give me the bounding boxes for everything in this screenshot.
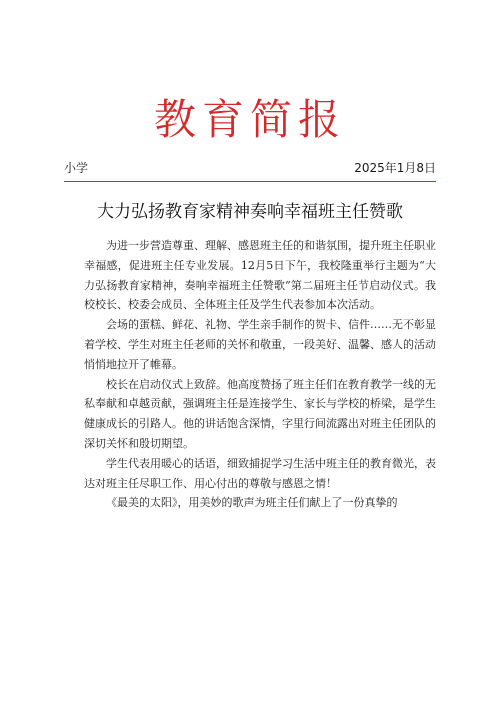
article-body [84, 236, 436, 513]
issue-date: 2025年1月8日 [354, 161, 436, 175]
article-title: 大力弘扬教育家精神奏响幸福班主任赞歌 [97, 202, 403, 222]
issuing-unit: 小学 [64, 161, 89, 175]
paragraph: 校长在启动仪式上致辞。他高度赞扬了班主任们在教育教学一线的无私奉献和卓越贡献，强调班主任是连接学生、家长与学校的桥梁，是学生健康成长的引路人。他的讲话饱含深情，字里行间流露出对班主任团队的深切关怀和殷切期望。 [84, 377, 436, 450]
paragraph: 为进一步营造尊重、理解、感恩班主任的和谐氛围，提升班主任职业幸福感，促进班主任专业发展。12月5日下午，我校隆重举行主题为“大力弘扬教育家精神，奏响幸福班主任赞歌”第二届班主任节启动仪式。我校校长、校委会成员、全体班主任及学生代表参加本次活动。 [84, 239, 436, 312]
paragraph: 学生代表用暖心的话语，细致捕捉学习生活中班主任的教育微光，表达对班主任尽职工作、用心付出的尊敬与感恩之情！ [84, 456, 436, 490]
paragraph: 《最美的太阳》，用美妙的歌声为班主任们献上了一份真挚的 [106, 496, 398, 510]
masthead-title: 教育简报 [153, 95, 346, 144]
paragraph: 会场的蛋糕、鲜花、礼物、学生亲手制作的贺卡、信件……无不彰显着学校、学生对班主任老师的关怀和敬重，一段美好、温馨、感人的活动悄悄地拉开了帷幕。 [84, 318, 436, 371]
header-divider [64, 181, 436, 182]
meta-row [64, 158, 436, 178]
